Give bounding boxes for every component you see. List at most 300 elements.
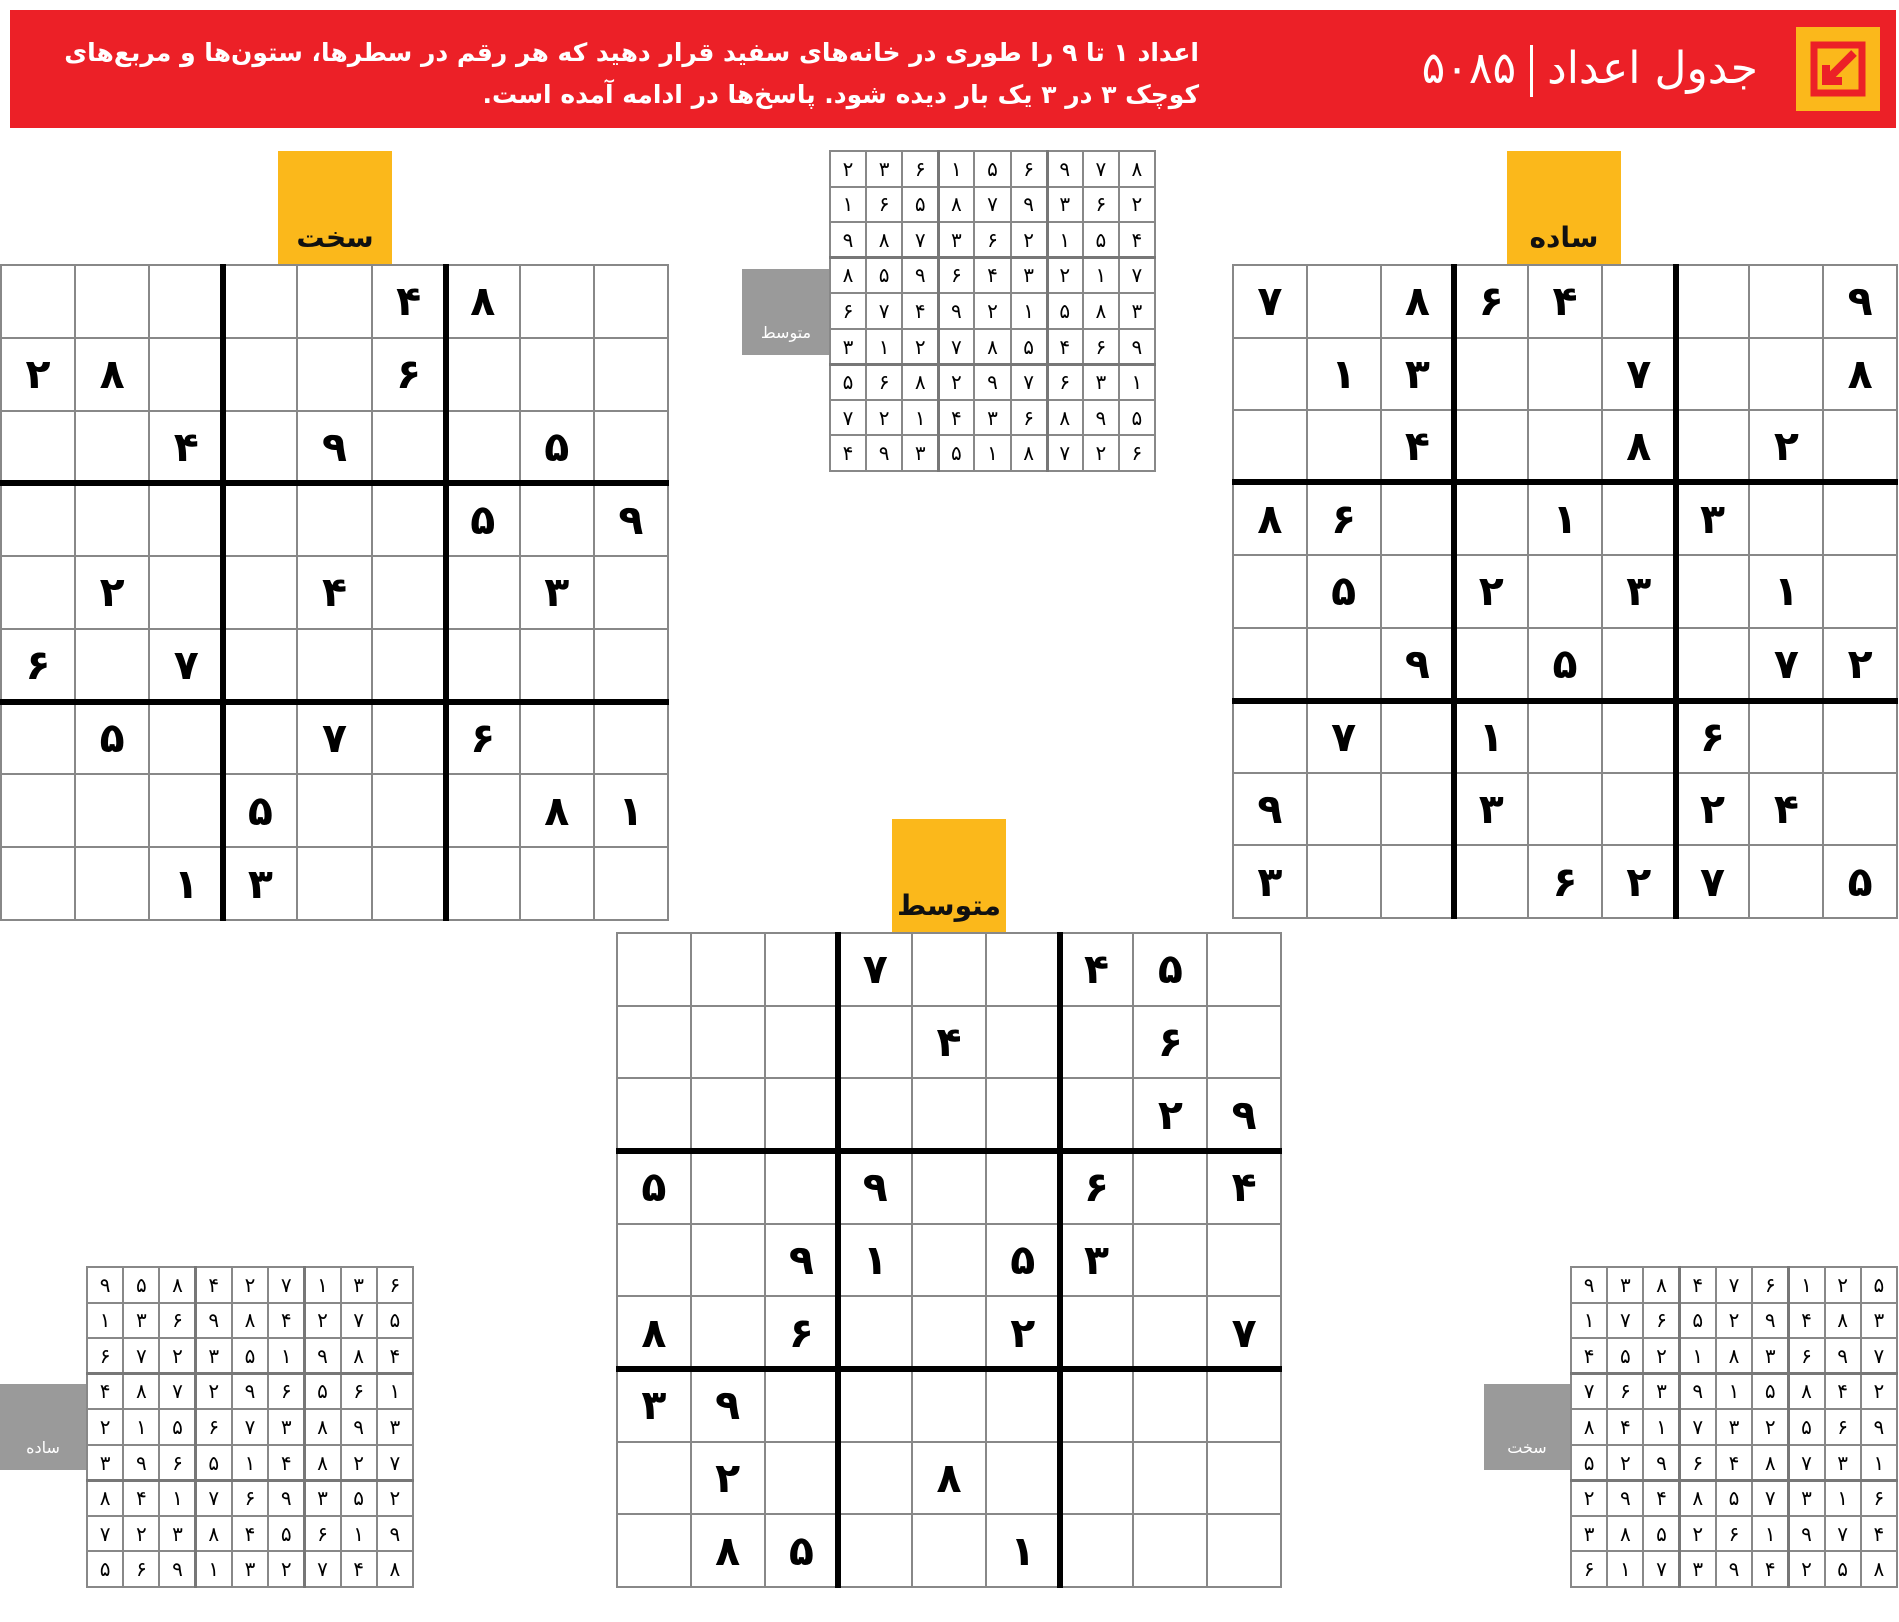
- sudoku-cell: ۵: [831, 365, 865, 399]
- sudoku-cell[interactable]: ۷: [1677, 846, 1749, 917]
- sudoku-cell: ۳: [903, 436, 937, 470]
- sudoku-cell[interactable]: ۷: [150, 630, 222, 701]
- sudoku-cell[interactable]: [224, 557, 296, 628]
- sudoku-cell[interactable]: [1308, 629, 1380, 700]
- sudoku-cell[interactable]: [150, 557, 222, 628]
- sudoku-cell: ۵: [1120, 401, 1154, 435]
- sudoku-cell[interactable]: ۴: [150, 412, 222, 483]
- sudoku-cell[interactable]: [76, 630, 148, 701]
- sudoku-cell[interactable]: [766, 934, 838, 1005]
- sudoku-cell[interactable]: ۱: [1455, 701, 1527, 772]
- sudoku-cell[interactable]: [1234, 629, 1306, 700]
- sudoku-cell: ۷: [831, 401, 865, 435]
- sudoku-cell[interactable]: [913, 1515, 985, 1586]
- sudoku-cell[interactable]: ۹: [766, 1225, 838, 1296]
- sudoku-cell: ۷: [1572, 1375, 1606, 1409]
- sudoku-cell[interactable]: ۹: [1208, 1079, 1280, 1150]
- sudoku-cell: ۶: [1572, 1552, 1606, 1586]
- sudoku-cell[interactable]: [373, 412, 445, 483]
- sudoku-cell[interactable]: [1134, 1225, 1206, 1296]
- sudoku-cell[interactable]: [618, 1225, 690, 1296]
- title-separator: [1530, 45, 1533, 97]
- sudoku-cell[interactable]: ۳: [1382, 339, 1454, 410]
- sudoku-cell[interactable]: [766, 1370, 838, 1441]
- sudoku-cell[interactable]: ۳: [1234, 846, 1306, 917]
- sudoku-cell[interactable]: [150, 703, 222, 774]
- sudoku-cell[interactable]: ۹: [692, 1370, 764, 1441]
- sudoku-cell[interactable]: ۱: [839, 1225, 911, 1296]
- sudoku-cell[interactable]: [1234, 701, 1306, 772]
- sudoku-cell: ۴: [1048, 330, 1082, 364]
- sudoku-cell[interactable]: [298, 266, 370, 337]
- sudoku-cell[interactable]: [618, 1443, 690, 1514]
- sudoku-cell[interactable]: [1061, 1297, 1133, 1368]
- sudoku-cell[interactable]: [1455, 411, 1527, 482]
- sudoku-cell[interactable]: [298, 339, 370, 410]
- sudoku-cell[interactable]: [913, 1225, 985, 1296]
- sudoku-cell[interactable]: [1529, 701, 1601, 772]
- sudoku-cell[interactable]: [224, 412, 296, 483]
- sudoku-cell[interactable]: [76, 484, 148, 555]
- sudoku-cell[interactable]: [224, 484, 296, 555]
- sudoku-cell[interactable]: ۶: [766, 1297, 838, 1368]
- sudoku-cell[interactable]: [76, 775, 148, 846]
- sudoku-cell[interactable]: ۴: [913, 1007, 985, 1078]
- sudoku-cell[interactable]: [150, 339, 222, 410]
- sudoku-cell: ۲: [1644, 1339, 1678, 1373]
- sudoku-cell[interactable]: [1529, 411, 1601, 482]
- sudoku-cell[interactable]: [839, 1515, 911, 1586]
- sudoku-cell[interactable]: [521, 266, 593, 337]
- sudoku-cell[interactable]: ۵: [618, 1152, 690, 1223]
- sudoku-cell[interactable]: ۱: [1529, 484, 1601, 555]
- sudoku-cell[interactable]: [1208, 1443, 1280, 1514]
- sudoku-cell[interactable]: ۴: [373, 266, 445, 337]
- sudoku-cell[interactable]: [1603, 629, 1675, 700]
- sudoku-cell: ۹: [1826, 1339, 1860, 1373]
- sudoku-cell[interactable]: ۲: [1677, 774, 1749, 845]
- sudoku-cell: ۱: [124, 1410, 158, 1444]
- sudoku-cell: ۲: [269, 1552, 303, 1586]
- sudoku-cell[interactable]: [1234, 339, 1306, 410]
- sudoku-cell[interactable]: [839, 1297, 911, 1368]
- sudoku-cell[interactable]: ۲: [1134, 1079, 1206, 1150]
- sudoku-cell[interactable]: ۸: [618, 1297, 690, 1368]
- sudoku-cell[interactable]: [2, 484, 74, 555]
- sudoku-cell[interactable]: ۱: [1750, 556, 1822, 627]
- sudoku-cell[interactable]: [1308, 411, 1380, 482]
- sudoku-cell: ۸: [305, 1446, 339, 1480]
- sudoku-cell: ۳: [160, 1517, 194, 1551]
- sudoku-cell[interactable]: [2, 848, 74, 919]
- sudoku-cell[interactable]: ۸: [76, 339, 148, 410]
- sudoku-cell[interactable]: [766, 1007, 838, 1078]
- sudoku-cell[interactable]: ۸: [692, 1515, 764, 1586]
- sudoku-cell[interactable]: [595, 557, 667, 628]
- sudoku-cell[interactable]: ۴: [1208, 1152, 1280, 1223]
- box-divider-horizontal: [1232, 479, 1898, 485]
- sudoku-cell[interactable]: ۸: [447, 266, 519, 337]
- sudoku-cell[interactable]: ۵: [447, 484, 519, 555]
- sudoku-cell[interactable]: ۶: [1455, 266, 1527, 337]
- box-divider-horizontal: [86, 1372, 414, 1375]
- sudoku-cell[interactable]: [1061, 1515, 1133, 1586]
- sudoku-cell[interactable]: [1750, 846, 1822, 917]
- sudoku-cell[interactable]: ۷: [1603, 339, 1675, 410]
- sudoku-cell[interactable]: [618, 1515, 690, 1586]
- sudoku-cell[interactable]: ۲: [1455, 556, 1527, 627]
- sudoku-cell[interactable]: [224, 339, 296, 410]
- sudoku-cell[interactable]: [987, 1443, 1059, 1514]
- sudoku-cell[interactable]: [1382, 846, 1454, 917]
- title-number: ۵۰۸۵: [1421, 43, 1517, 94]
- sudoku-cell: ۲: [1048, 259, 1082, 293]
- sudoku-cell[interactable]: [2, 412, 74, 483]
- sudoku-cell[interactable]: [1750, 266, 1822, 337]
- sudoku-cell[interactable]: [447, 339, 519, 410]
- sudoku-cell: ۶: [160, 1304, 194, 1338]
- sudoku-cell[interactable]: ۳: [224, 848, 296, 919]
- sudoku-cell[interactable]: [1677, 411, 1749, 482]
- sudoku-cell[interactable]: [1382, 556, 1454, 627]
- sudoku-cell: ۴: [939, 401, 973, 435]
- sudoku-cell[interactable]: [76, 266, 148, 337]
- sudoku-cell[interactable]: [224, 266, 296, 337]
- sudoku-cell[interactable]: ۹: [1382, 629, 1454, 700]
- sudoku-cell[interactable]: [1529, 556, 1601, 627]
- sudoku-cell: ۶: [160, 1446, 194, 1480]
- sudoku-cell[interactable]: [1677, 556, 1749, 627]
- sudoku-cell[interactable]: [692, 1297, 764, 1368]
- sudoku-cell[interactable]: [766, 1443, 838, 1514]
- sudoku-cell: ۱: [831, 188, 865, 222]
- sudoku-cell[interactable]: [298, 775, 370, 846]
- sudoku-cell[interactable]: ۵: [224, 775, 296, 846]
- sudoku-cell[interactable]: [595, 266, 667, 337]
- sudoku-cell[interactable]: [766, 1079, 838, 1150]
- sudoku-cell[interactable]: ۳: [618, 1370, 690, 1441]
- sudoku-cell[interactable]: [1455, 339, 1527, 410]
- sudoku-cell[interactable]: [1603, 266, 1675, 337]
- sudoku-cell[interactable]: ۹: [1824, 266, 1896, 337]
- sudoku-cell: ۷: [1681, 1410, 1715, 1444]
- sudoku-cell[interactable]: [913, 1079, 985, 1150]
- sudoku-cell: ۴: [1644, 1481, 1678, 1515]
- sudoku-cell[interactable]: [447, 557, 519, 628]
- sudoku-cell[interactable]: [521, 484, 593, 555]
- answer-grid-easy: [86, 1266, 414, 1588]
- sudoku-cell[interactable]: [373, 557, 445, 628]
- sudoku-cell[interactable]: ۵: [1529, 629, 1601, 700]
- sudoku-cell[interactable]: ۳: [1455, 774, 1527, 845]
- sudoku-cell[interactable]: [1677, 339, 1749, 410]
- sudoku-cell: ۱: [1753, 1517, 1787, 1551]
- sudoku-cell[interactable]: ۹: [839, 1152, 911, 1223]
- sudoku-cell[interactable]: [1208, 1370, 1280, 1441]
- sudoku-cell[interactable]: [373, 703, 445, 774]
- sudoku-cell[interactable]: ۸: [1824, 339, 1896, 410]
- sudoku-cell[interactable]: ۱: [150, 848, 222, 919]
- sudoku-cell: ۴: [1717, 1446, 1751, 1480]
- sudoku-cell[interactable]: [692, 1225, 764, 1296]
- sudoku-cell[interactable]: [1603, 774, 1675, 845]
- sudoku-cell[interactable]: ۲: [1603, 846, 1675, 917]
- sudoku-cell: ۱: [269, 1339, 303, 1373]
- sudoku-cell[interactable]: [1061, 1079, 1133, 1150]
- sudoku-cell[interactable]: [1382, 484, 1454, 555]
- sudoku-cell[interactable]: ۲: [692, 1443, 764, 1514]
- sudoku-cell[interactable]: [1455, 484, 1527, 555]
- sudoku-cell[interactable]: ۸: [1234, 484, 1306, 555]
- sudoku-cell[interactable]: [987, 1007, 1059, 1078]
- sudoku-cell[interactable]: [913, 1297, 985, 1368]
- sudoku-cell[interactable]: [2, 703, 74, 774]
- sudoku-cell[interactable]: ۶: [1061, 1152, 1133, 1223]
- sudoku-cell[interactable]: [447, 412, 519, 483]
- sudoku-cell[interactable]: ۳: [1061, 1225, 1133, 1296]
- sudoku-cell: ۳: [1084, 365, 1118, 399]
- sudoku-cell: ۹: [1644, 1446, 1678, 1480]
- sudoku-cell[interactable]: [1824, 556, 1896, 627]
- sudoku-cell: ۲: [1120, 188, 1154, 222]
- sudoku-cell: ۹: [1753, 1304, 1787, 1338]
- sudoku-cell[interactable]: ۴: [1529, 266, 1601, 337]
- sudoku-cell: ۱: [305, 1268, 339, 1302]
- sudoku-cell[interactable]: ۴: [298, 557, 370, 628]
- sudoku-cell[interactable]: [150, 266, 222, 337]
- sudoku-cell[interactable]: ۵: [1308, 556, 1380, 627]
- sudoku-cell[interactable]: [1061, 1007, 1133, 1078]
- sudoku-cell[interactable]: [1603, 701, 1675, 772]
- sudoku-cell[interactable]: ۱: [987, 1515, 1059, 1586]
- sudoku-cell[interactable]: [987, 1370, 1059, 1441]
- sudoku-cell[interactable]: ۷: [1208, 1297, 1280, 1368]
- sudoku-cell[interactable]: [595, 703, 667, 774]
- sudoku-cell[interactable]: ۱: [595, 775, 667, 846]
- sudoku-cell[interactable]: ۵: [1824, 846, 1896, 917]
- sudoku-cell[interactable]: [298, 848, 370, 919]
- sudoku-cell[interactable]: [692, 934, 764, 1005]
- sudoku-cell[interactable]: ۶: [2, 630, 74, 701]
- sudoku-cell: ۷: [197, 1481, 231, 1515]
- sudoku-cell[interactable]: [766, 1152, 838, 1223]
- sudoku-cell[interactable]: [1455, 629, 1527, 700]
- sudoku-cell[interactable]: [1134, 1515, 1206, 1586]
- sudoku-cell[interactable]: ۷: [839, 934, 911, 1005]
- sudoku-cell[interactable]: ۹: [595, 484, 667, 555]
- sudoku-cell[interactable]: [692, 1152, 764, 1223]
- sudoku-cell[interactable]: ۶: [1529, 846, 1601, 917]
- sudoku-cell[interactable]: [298, 630, 370, 701]
- sudoku-cell: ۳: [1717, 1410, 1751, 1444]
- sudoku-cell[interactable]: ۳: [521, 557, 593, 628]
- sudoku-cell[interactable]: ۶: [1677, 701, 1749, 772]
- sudoku-cell[interactable]: ۸: [1603, 411, 1675, 482]
- sudoku-cell[interactable]: ۱: [1308, 339, 1380, 410]
- sudoku-cell[interactable]: ۶: [1308, 484, 1380, 555]
- sudoku-cell[interactable]: [1529, 774, 1601, 845]
- sudoku-cell[interactable]: [1208, 1515, 1280, 1586]
- sudoku-cell[interactable]: [1308, 846, 1380, 917]
- sudoku-cell[interactable]: [595, 630, 667, 701]
- sudoku-cell[interactable]: [618, 1079, 690, 1150]
- sudoku-cell[interactable]: [913, 1152, 985, 1223]
- sudoku-cell: ۷: [1608, 1304, 1642, 1338]
- sudoku-cell[interactable]: [373, 848, 445, 919]
- sudoku-cell[interactable]: [447, 630, 519, 701]
- sudoku-cell[interactable]: [1603, 484, 1675, 555]
- sudoku-cell: ۱: [1826, 1481, 1860, 1515]
- sudoku-cell[interactable]: [1824, 411, 1896, 482]
- sudoku-cell[interactable]: [1134, 1297, 1206, 1368]
- sudoku-cell[interactable]: ۷: [298, 703, 370, 774]
- sudoku-cell: ۳: [1826, 1446, 1860, 1480]
- sudoku-cell[interactable]: [839, 1007, 911, 1078]
- sudoku-cell[interactable]: [2, 557, 74, 628]
- sudoku-cell[interactable]: [447, 848, 519, 919]
- sudoku-cell[interactable]: [447, 775, 519, 846]
- sudoku-cell: ۲: [1608, 1446, 1642, 1480]
- sudoku-cell[interactable]: [1208, 934, 1280, 1005]
- sudoku-cell[interactable]: ۵: [521, 412, 593, 483]
- sudoku-cell[interactable]: [224, 703, 296, 774]
- sudoku-cell: ۴: [1681, 1268, 1715, 1302]
- sudoku-cell: ۹: [1862, 1410, 1896, 1444]
- sudoku-cell[interactable]: [2, 775, 74, 846]
- sudoku-cell[interactable]: [1208, 1007, 1280, 1078]
- sudoku-cell[interactable]: [521, 703, 593, 774]
- sudoku-cell[interactable]: [1234, 411, 1306, 482]
- sudoku-cell[interactable]: [1824, 701, 1896, 772]
- sudoku-cell: ۶: [867, 188, 901, 222]
- sudoku-cell[interactable]: [595, 848, 667, 919]
- sudoku-cell: ۴: [1120, 223, 1154, 257]
- sudoku-cell[interactable]: [1824, 484, 1896, 555]
- sudoku-cell: ۱: [1644, 1410, 1678, 1444]
- sudoku-cell[interactable]: [1134, 1152, 1206, 1223]
- sudoku-cell[interactable]: [618, 1007, 690, 1078]
- sudoku-cell[interactable]: [1308, 266, 1380, 337]
- sudoku-cell[interactable]: [987, 1079, 1059, 1150]
- sudoku-cell[interactable]: [1308, 774, 1380, 845]
- sudoku-cell[interactable]: [1061, 1443, 1133, 1514]
- box-divider-vertical: [1057, 932, 1063, 1588]
- sudoku-cell[interactable]: ۵: [1134, 934, 1206, 1005]
- sudoku-cell[interactable]: [224, 630, 296, 701]
- sudoku-cell: ۵: [1048, 294, 1082, 328]
- sudoku-cell[interactable]: [618, 934, 690, 1005]
- sudoku-cell[interactable]: [76, 412, 148, 483]
- sudoku-cell[interactable]: [150, 775, 222, 846]
- sudoku-cell[interactable]: ۵: [766, 1515, 838, 1586]
- sudoku-cell: ۸: [903, 365, 937, 399]
- sudoku-cell[interactable]: [839, 1079, 911, 1150]
- sudoku-cell[interactable]: [1529, 339, 1601, 410]
- sudoku-cell[interactable]: ۳: [1677, 484, 1749, 555]
- sudoku-cell[interactable]: ۶: [373, 339, 445, 410]
- sudoku-cell[interactable]: ۳: [1603, 556, 1675, 627]
- sudoku-cell: ۶: [1789, 1339, 1823, 1373]
- sudoku-cell[interactable]: ۸: [913, 1443, 985, 1514]
- sudoku-cell[interactable]: ۹: [1234, 774, 1306, 845]
- sudoku-cell[interactable]: ۹: [298, 412, 370, 483]
- sudoku-cell: ۹: [160, 1552, 194, 1586]
- sudoku-cell[interactable]: ۶: [1134, 1007, 1206, 1078]
- sudoku-cell: ۵: [1572, 1446, 1606, 1480]
- sudoku-cell[interactable]: [1750, 701, 1822, 772]
- sudoku-cell[interactable]: [692, 1007, 764, 1078]
- sudoku-cell: ۸: [1681, 1481, 1715, 1515]
- sudoku-cell[interactable]: ۲: [1750, 411, 1822, 482]
- sudoku-cell[interactable]: [1208, 1225, 1280, 1296]
- sudoku-cell[interactable]: [373, 775, 445, 846]
- sudoku-cell[interactable]: [913, 1370, 985, 1441]
- sudoku-cell[interactable]: ۷: [1308, 701, 1380, 772]
- sudoku-cell[interactable]: [521, 339, 593, 410]
- sudoku-cell[interactable]: ۴: [1382, 411, 1454, 482]
- sudoku-cell[interactable]: ۴: [1061, 934, 1133, 1005]
- sudoku-cell[interactable]: [987, 1152, 1059, 1223]
- sudoku-cell[interactable]: [1750, 339, 1822, 410]
- sudoku-cell[interactable]: [1234, 556, 1306, 627]
- sudoku-cell[interactable]: [521, 848, 593, 919]
- sudoku-cell[interactable]: [839, 1443, 911, 1514]
- sudoku-cell[interactable]: ۲: [987, 1297, 1059, 1368]
- sudoku-cell[interactable]: [1061, 1370, 1133, 1441]
- sudoku-cell[interactable]: ۵: [987, 1225, 1059, 1296]
- sudoku-cell[interactable]: [595, 412, 667, 483]
- sudoku-cell[interactable]: [1382, 701, 1454, 772]
- sudoku-cell[interactable]: [2, 266, 74, 337]
- sudoku-cell[interactable]: [1677, 266, 1749, 337]
- sudoku-cell: ۹: [88, 1268, 122, 1302]
- sudoku-cell[interactable]: [1824, 774, 1896, 845]
- sudoku-cell: ۵: [1826, 1552, 1860, 1586]
- sudoku-cell[interactable]: [692, 1079, 764, 1150]
- sudoku-cell[interactable]: ۵: [76, 703, 148, 774]
- sudoku-cell[interactable]: ۲: [2, 339, 74, 410]
- sudoku-cell[interactable]: [1677, 629, 1749, 700]
- sudoku-cell: ۳: [305, 1481, 339, 1515]
- sudoku-cell[interactable]: [150, 484, 222, 555]
- sudoku-cell[interactable]: ۸: [521, 775, 593, 846]
- sudoku-cell[interactable]: ۸: [1382, 266, 1454, 337]
- sudoku-cell[interactable]: [913, 934, 985, 1005]
- sudoku-cell: ۴: [197, 1268, 231, 1302]
- sudoku-cell[interactable]: [373, 484, 445, 555]
- sudoku-cell[interactable]: [1134, 1443, 1206, 1514]
- sudoku-cell[interactable]: [595, 339, 667, 410]
- sudoku-cell[interactable]: ۴: [1750, 774, 1822, 845]
- box-divider-vertical: [443, 264, 449, 921]
- sudoku-cell[interactable]: [1382, 774, 1454, 845]
- sudoku-cell[interactable]: ۲: [76, 557, 148, 628]
- sudoku-cell[interactable]: [1750, 484, 1822, 555]
- sudoku-cell[interactable]: ۶: [447, 703, 519, 774]
- sudoku-cell[interactable]: [1455, 846, 1527, 917]
- sudoku-cell[interactable]: [373, 630, 445, 701]
- sudoku-cell[interactable]: [839, 1370, 911, 1441]
- sudoku-cell[interactable]: ۷: [1750, 629, 1822, 700]
- sudoku-cell: ۳: [975, 401, 1009, 435]
- sudoku-cell[interactable]: [1134, 1370, 1206, 1441]
- sudoku-cell[interactable]: [521, 630, 593, 701]
- sudoku-cell[interactable]: [298, 484, 370, 555]
- sudoku-cell[interactable]: [987, 934, 1059, 1005]
- sudoku-cell[interactable]: ۷: [1234, 266, 1306, 337]
- sudoku-cell[interactable]: ۲: [1824, 629, 1896, 700]
- sudoku-cell[interactable]: [76, 848, 148, 919]
